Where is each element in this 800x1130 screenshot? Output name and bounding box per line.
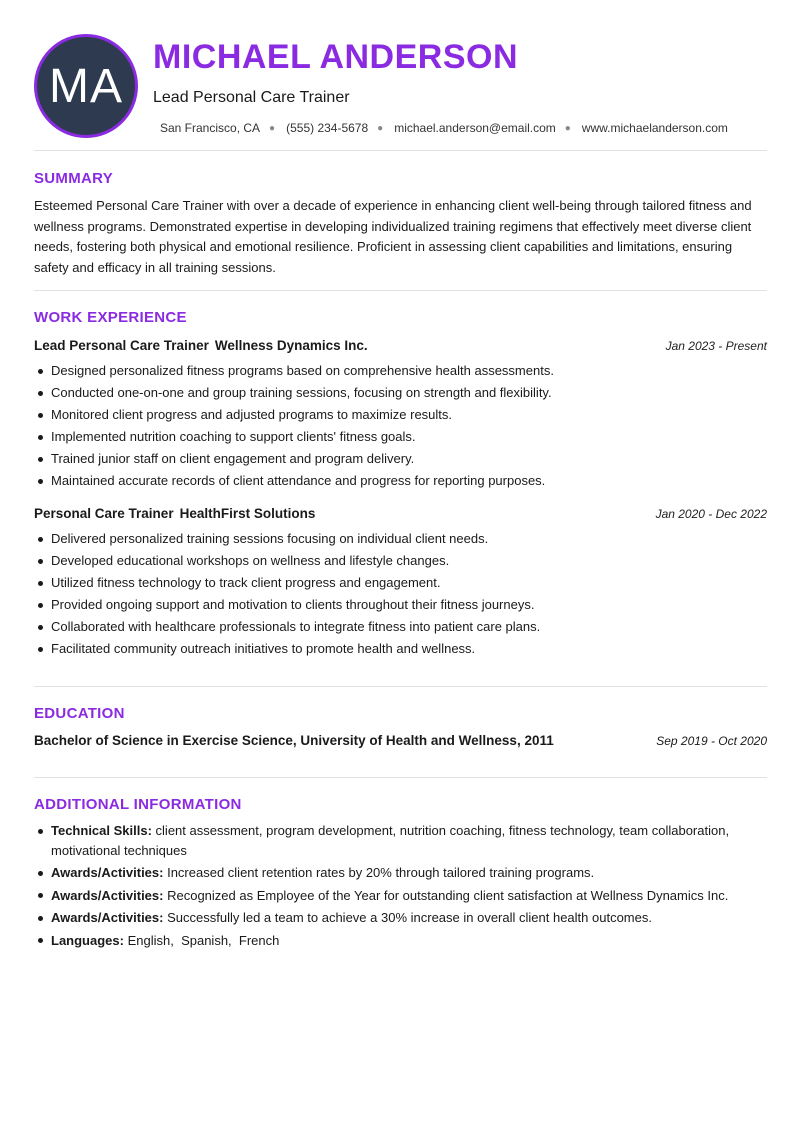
list-item: [34, 908, 767, 928]
list-item: Utilized fitness technology to track client progress and engagement.: [34, 572, 767, 594]
item-value: Successfully led a team to achieve a 30% increase in overall client health outcomes.: [167, 910, 652, 925]
item-key: Technical Skills:: [51, 823, 152, 838]
contact-website[interactable]: www.michaelanderson.com: [581, 121, 728, 135]
job-role-line: [34, 338, 368, 353]
item-key: Awards/Activities:: [51, 910, 164, 925]
job-company: HealthFirst Solutions: [179, 506, 316, 521]
item-value: Increased client retention rates by 20% through tailored training programs.: [167, 865, 595, 880]
additional-list: [34, 821, 767, 953]
section-divider: [34, 686, 767, 687]
item-key: Awards/Activities:: [51, 865, 164, 880]
item-key: Awards/Activities:: [51, 887, 164, 903]
list-item: Implemented nutrition coaching to support clients' fitness goals.: [34, 426, 767, 448]
bullet-separator-icon: ●: [564, 122, 571, 134]
list-item: Developed educational workshops on wellness and lifestyle changes.: [34, 550, 767, 572]
job-dates: Jan 2023 - Present: [665, 339, 767, 353]
job-role: Personal Care Trainer: [34, 506, 174, 521]
item-value: Recognized as Employee of the Year for outstanding client satisfaction at Wellness Dynamics Inc.: [167, 887, 729, 903]
section-divider: [34, 777, 767, 778]
job-role-line: [34, 506, 315, 521]
list-item: [34, 931, 767, 951]
list-item: [34, 886, 767, 906]
list-item: Designed personalized fitness programs based on comprehensive health assessments.: [34, 360, 767, 382]
experience-heading: WORK EXPERIENCE: [34, 309, 187, 326]
bullet-separator-icon: ●: [377, 122, 384, 134]
candidate-name: MICHAEL ANDERSON: [153, 38, 519, 76]
contact-phone: (555) 234-5678: [286, 121, 369, 135]
list-item: Delivered personalized training sessions focusing on individual client needs.: [34, 528, 767, 550]
item-value: client assessment, program development, nutrition coaching, fitness technology, team collaboration, motivational techniques: [51, 823, 730, 858]
job-header: [34, 338, 767, 356]
education-degree: Bachelor of Science in Exercise Science, University of Health and Wellness, 2011: [34, 733, 554, 748]
section-divider: [34, 150, 767, 151]
job-company: Wellness Dynamics Inc.: [214, 338, 368, 353]
list-item: Collaborated with healthcare professionals to integrate fitness into patient care plans.: [34, 616, 767, 638]
job-bullets: [34, 360, 767, 492]
education-entry: [34, 733, 767, 751]
list-item: Trained junior staff on client engagement and program delivery.: [34, 448, 767, 470]
contact-line: [160, 121, 728, 135]
summary-text: Esteemed Personal Care Trainer with over a decade of experience in enhancing client well-being through tailored fitness and wellness programs. Demonstrated expertise in developing individualized training regimens that effectively meet diverse client needs, fostering both physical and emotional resilience. Proficient in assessing client capabilities and limitations, ensuring safety and efficacy in all training sessions.: [34, 198, 752, 275]
list-item: Conducted one-on-one and group training sessions, focusing on strength and flexibility.: [34, 382, 767, 404]
list-item: [34, 821, 767, 860]
list-item: Maintained accurate records of client attendance and progress for reporting purposes.: [34, 470, 767, 492]
job-header: [34, 506, 767, 524]
job-role: Lead Personal Care Trainer: [34, 338, 209, 353]
contact-location: San Francisco, CA: [160, 121, 261, 135]
education-heading: EDUCATION: [34, 705, 125, 722]
list-item: [34, 863, 767, 883]
contact-email[interactable]: michael.anderson@email.com: [394, 121, 556, 135]
job-bullets: [34, 528, 767, 660]
list-item: Monitored client progress and adjusted programs to maximize results.: [34, 404, 767, 426]
avatar: MA: [34, 34, 138, 138]
item-value: English, Spanish, French: [127, 932, 280, 948]
summary-heading: SUMMARY: [34, 170, 114, 187]
list-item: Facilitated community outreach initiatives to promote health and wellness.: [34, 638, 767, 660]
bullet-separator-icon: ●: [269, 122, 276, 134]
resume-header: [0, 0, 800, 150]
section-divider: [34, 290, 767, 291]
education-dates: Sep 2019 - Oct 2020: [656, 734, 767, 748]
item-key: Languages:: [51, 932, 124, 948]
candidate-title: Lead Personal Care Trainer: [153, 89, 350, 106]
list-item: Provided ongoing support and motivation to clients throughout their fitness journeys.: [34, 594, 767, 616]
additional-heading: ADDITIONAL INFORMATION: [34, 796, 242, 813]
job-dates: Jan 2020 - Dec 2022: [655, 507, 767, 521]
